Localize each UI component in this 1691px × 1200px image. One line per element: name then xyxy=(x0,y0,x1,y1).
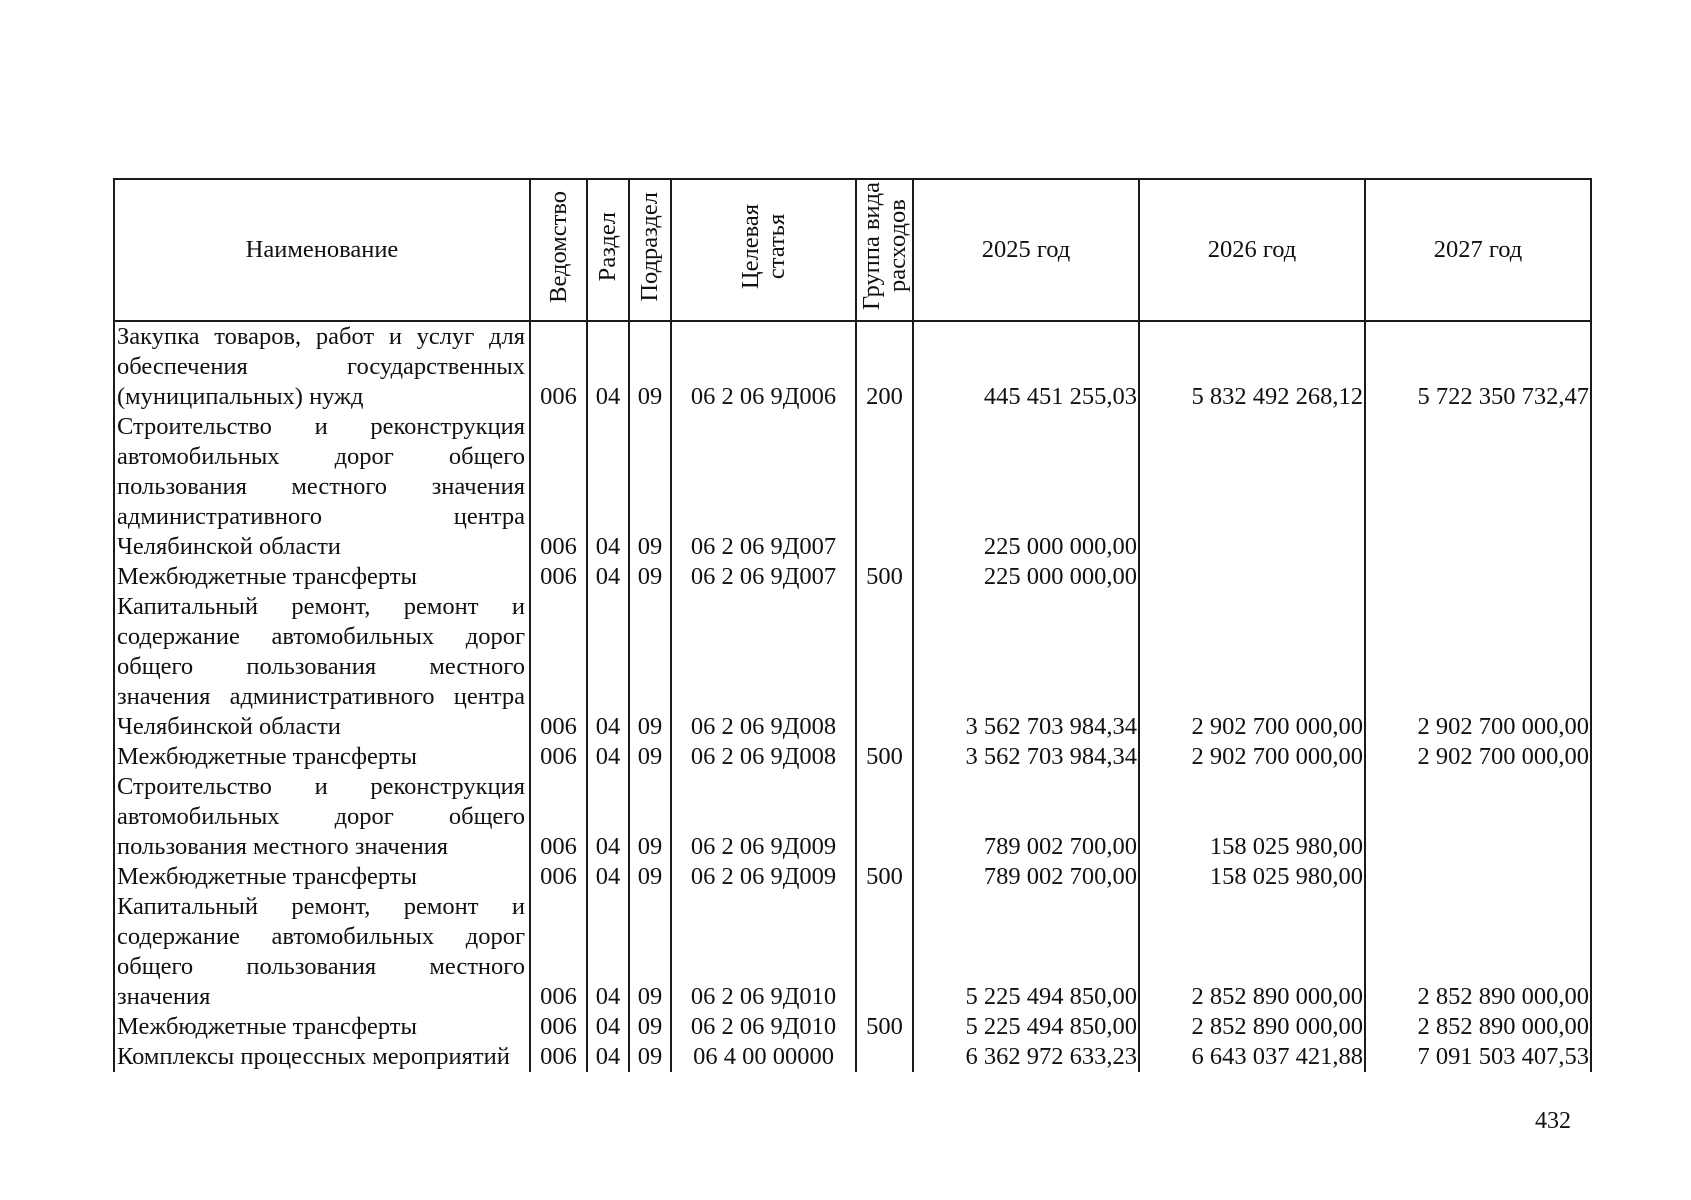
row-tselevaya-statya: 06 2 06 9Д010 xyxy=(671,1012,856,1042)
row-amount-2026: 158 025 980,00 xyxy=(1139,862,1365,892)
row-name: Строительство и реконструкция автомобильных дорог общего пользования местного значения xyxy=(114,772,530,862)
table-row xyxy=(114,892,1591,1012)
row-amount-2027 xyxy=(1365,862,1591,892)
header-vedomstvo: Ведомство xyxy=(530,179,587,321)
row-podrazdel: 09 xyxy=(629,772,671,862)
table-row xyxy=(114,742,1591,772)
row-vedomstvo: 006 xyxy=(530,772,587,862)
row-amount-2026: 158 025 980,00 xyxy=(1139,772,1365,862)
row-tselevaya-statya: 06 2 06 9Д009 xyxy=(671,772,856,862)
row-vedomstvo: 006 xyxy=(530,592,587,742)
row-vedomstvo: 006 xyxy=(530,862,587,892)
table-row xyxy=(114,1012,1591,1042)
row-tselevaya-statya: 06 4 00 00000 xyxy=(671,1042,856,1072)
row-amount-2026 xyxy=(1139,412,1365,562)
row-amount-2027 xyxy=(1365,562,1591,592)
table-row xyxy=(114,412,1591,562)
row-name: Межбюджетные трансферты xyxy=(114,862,530,892)
row-amount-2027: 5 722 350 732,47 xyxy=(1365,321,1591,412)
row-vedomstvo: 006 xyxy=(530,321,587,412)
header-razdel: Раздел xyxy=(587,179,629,321)
header-gruppa-vida-raskhodov: Группа вида расходов xyxy=(856,179,913,321)
header-name: Наименование xyxy=(114,179,530,321)
row-razdel: 04 xyxy=(587,562,629,592)
row-gruppa xyxy=(856,592,913,742)
row-amount-2025: 5 225 494 850,00 xyxy=(913,1012,1139,1042)
row-name: Межбюджетные трансферты xyxy=(114,1012,530,1042)
row-vedomstvo: 006 xyxy=(530,412,587,562)
row-amount-2026: 2 902 700 000,00 xyxy=(1139,592,1365,742)
row-amount-2025: 445 451 255,03 xyxy=(913,321,1139,412)
row-amount-2026: 2 852 890 000,00 xyxy=(1139,892,1365,1012)
row-name: Комплексы процессных мероприятий xyxy=(114,1042,530,1072)
row-vedomstvo: 006 xyxy=(530,562,587,592)
row-tselevaya-statya: 06 2 06 9Д010 xyxy=(671,892,856,1012)
row-podrazdel: 09 xyxy=(629,412,671,562)
row-amount-2027: 2 852 890 000,00 xyxy=(1365,892,1591,1012)
row-amount-2025: 789 002 700,00 xyxy=(913,862,1139,892)
row-name: Капитальный ремонт, ремонт и содержание автомобильных дорог общего пользования местного значения xyxy=(114,892,530,1012)
row-razdel: 04 xyxy=(587,592,629,742)
header-podrazdel: Подраздел xyxy=(629,179,671,321)
row-podrazdel: 09 xyxy=(629,1012,671,1042)
row-name: Закупка товаров, работ и услуг для обеспечения государственных (муниципальных) нужд xyxy=(114,321,530,412)
row-amount-2025: 225 000 000,00 xyxy=(913,562,1139,592)
row-razdel: 04 xyxy=(587,742,629,772)
budget-table xyxy=(113,178,1592,1072)
row-podrazdel: 09 xyxy=(629,592,671,742)
row-tselevaya-statya: 06 2 06 9Д008 xyxy=(671,592,856,742)
row-gruppa xyxy=(856,772,913,862)
table-row xyxy=(114,772,1591,862)
table-row xyxy=(114,321,1591,412)
row-razdel: 04 xyxy=(587,772,629,862)
row-vedomstvo: 006 xyxy=(530,892,587,1012)
table-row xyxy=(114,862,1591,892)
row-gruppa: 500 xyxy=(856,1012,913,1042)
row-amount-2025: 3 562 703 984,34 xyxy=(913,592,1139,742)
row-razdel: 04 xyxy=(587,1012,629,1042)
row-razdel: 04 xyxy=(587,862,629,892)
row-vedomstvo: 006 xyxy=(530,1012,587,1042)
row-amount-2026 xyxy=(1139,562,1365,592)
table-header xyxy=(114,179,1591,321)
row-tselevaya-statya: 06 2 06 9Д006 xyxy=(671,321,856,412)
row-tselevaya-statya: 06 2 06 9Д009 xyxy=(671,862,856,892)
row-podrazdel: 09 xyxy=(629,892,671,1012)
header-2027: 2027 год xyxy=(1365,179,1591,321)
table-body xyxy=(114,321,1591,1072)
row-razdel: 04 xyxy=(587,321,629,412)
row-razdel: 04 xyxy=(587,412,629,562)
row-amount-2027: 2 902 700 000,00 xyxy=(1365,742,1591,772)
row-podrazdel: 09 xyxy=(629,742,671,772)
header-tselevaya-statya: Целевая статья xyxy=(671,179,856,321)
row-tselevaya-statya: 06 2 06 9Д007 xyxy=(671,412,856,562)
row-name: Межбюджетные трансферты xyxy=(114,742,530,772)
row-vedomstvo: 006 xyxy=(530,1042,587,1072)
row-razdel: 04 xyxy=(587,892,629,1012)
header-row xyxy=(114,179,1591,321)
page-number: 432 xyxy=(1535,1108,1571,1134)
row-podrazdel: 09 xyxy=(629,862,671,892)
row-gruppa xyxy=(856,1042,913,1072)
row-podrazdel: 09 xyxy=(629,1042,671,1072)
row-amount-2027 xyxy=(1365,772,1591,862)
table-row xyxy=(114,562,1591,592)
table-row xyxy=(114,1042,1591,1072)
row-amount-2025: 3 562 703 984,34 xyxy=(913,742,1139,772)
row-amount-2027 xyxy=(1365,412,1591,562)
row-amount-2025: 5 225 494 850,00 xyxy=(913,892,1139,1012)
row-podrazdel: 09 xyxy=(629,321,671,412)
row-amount-2027: 7 091 503 407,53 xyxy=(1365,1042,1591,1072)
row-gruppa: 500 xyxy=(856,562,913,592)
row-amount-2027: 2 902 700 000,00 xyxy=(1365,592,1591,742)
row-gruppa: 500 xyxy=(856,742,913,772)
row-amount-2025: 789 002 700,00 xyxy=(913,772,1139,862)
row-vedomstvo: 006 xyxy=(530,742,587,772)
row-amount-2026: 2 902 700 000,00 xyxy=(1139,742,1365,772)
row-amount-2026: 6 643 037 421,88 xyxy=(1139,1042,1365,1072)
row-amount-2025: 6 362 972 633,23 xyxy=(913,1042,1139,1072)
row-tselevaya-statya: 06 2 06 9Д008 xyxy=(671,742,856,772)
row-amount-2027: 2 852 890 000,00 xyxy=(1365,1012,1591,1042)
row-gruppa: 200 xyxy=(856,321,913,412)
row-gruppa xyxy=(856,892,913,1012)
row-name: Капитальный ремонт, ремонт и содержание автомобильных дорог общего пользования местного значения административного центра Челябинской области xyxy=(114,592,530,742)
row-amount-2026: 5 832 492 268,12 xyxy=(1139,321,1365,412)
row-tselevaya-statya: 06 2 06 9Д007 xyxy=(671,562,856,592)
header-2026: 2026 год xyxy=(1139,179,1365,321)
row-podrazdel: 09 xyxy=(629,562,671,592)
row-name: Межбюджетные трансферты xyxy=(114,562,530,592)
row-gruppa: 500 xyxy=(856,862,913,892)
row-amount-2025: 225 000 000,00 xyxy=(913,412,1139,562)
row-gruppa xyxy=(856,412,913,562)
table-row xyxy=(114,592,1591,742)
header-2025: 2025 год xyxy=(913,179,1139,321)
row-razdel: 04 xyxy=(587,1042,629,1072)
row-name: Строительство и реконструкция автомобильных дорог общего пользования местного значения административного центра Челябинской области xyxy=(114,412,530,562)
row-amount-2026: 2 852 890 000,00 xyxy=(1139,1012,1365,1042)
